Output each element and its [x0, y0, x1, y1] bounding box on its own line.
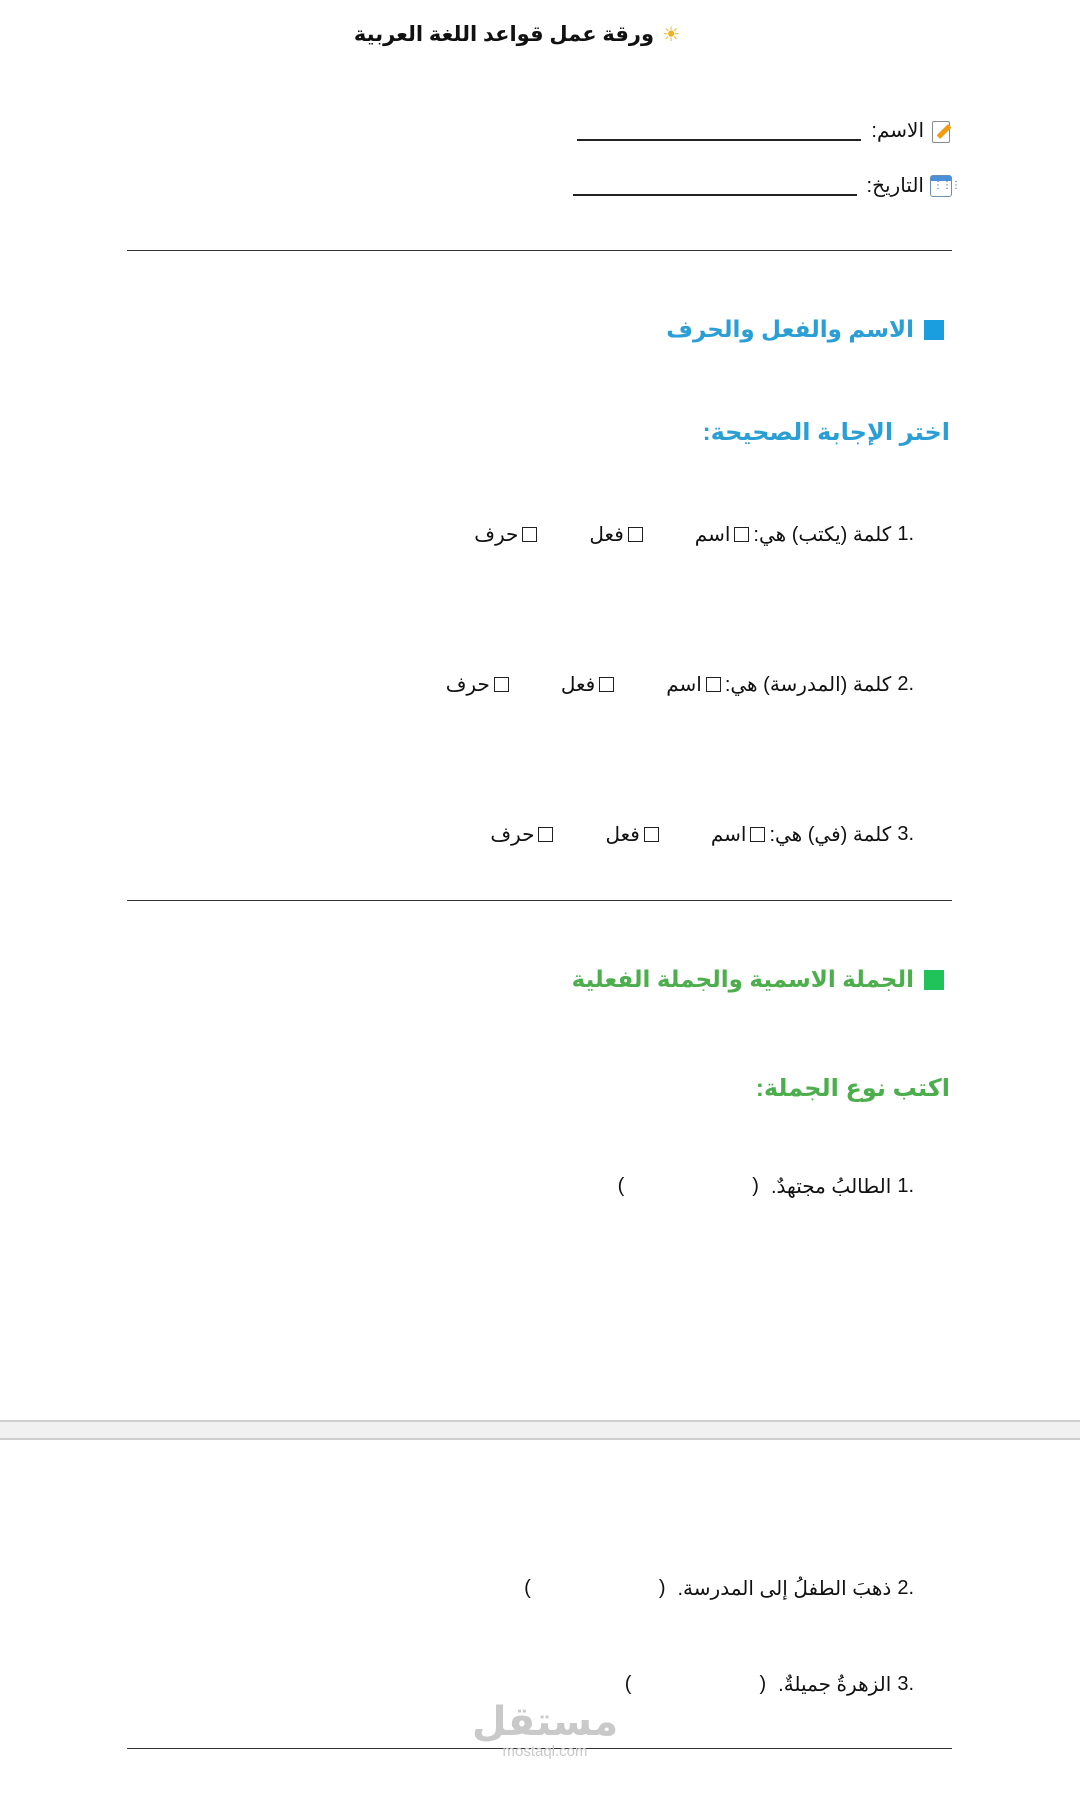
- question-number: .2: [897, 673, 914, 695]
- watermark-arabic: مستقل: [471, 1699, 619, 1745]
- s1-question-3: [490, 822, 914, 847]
- section2-heading: [572, 966, 944, 993]
- option-label: اسم: [710, 824, 747, 846]
- worksheet-title-text: ورقة عمل قواعد اللغة العربية: [353, 23, 655, 46]
- option-label: حرف: [474, 524, 519, 546]
- option-label: حرف: [490, 824, 535, 846]
- open-paren: (: [759, 1673, 767, 1695]
- option-label: اسم: [694, 524, 731, 546]
- checkbox[interactable]: [538, 827, 553, 842]
- checkbox[interactable]: [628, 527, 643, 542]
- divider-1: [127, 250, 952, 251]
- question-number: .2: [897, 1577, 914, 1599]
- worksheet-title: [354, 22, 680, 47]
- option-label: حرف: [445, 674, 490, 696]
- checkbox[interactable]: [522, 527, 537, 542]
- question-text: الطالبُ مجتهدٌ.: [770, 1176, 892, 1198]
- option-label: فعل: [589, 524, 624, 546]
- name-label: الاسم:: [871, 120, 924, 142]
- s1-question-1: [474, 522, 914, 547]
- watermark-latin: mostaql.com: [502, 1743, 588, 1760]
- checkbox[interactable]: [750, 827, 765, 842]
- s2-question-2: [524, 1576, 914, 1601]
- question-text: كلمة (في) هي:: [769, 824, 892, 846]
- open-paren: (: [752, 1175, 759, 1197]
- divider-2: [127, 900, 952, 901]
- s1-question-2: [446, 672, 914, 697]
- question-number: .3: [897, 1673, 914, 1695]
- question-text: كلمة (المدرسة) هي:: [724, 674, 892, 696]
- question-number: .1: [897, 1175, 914, 1197]
- section2-heading-text: الجملة الاسمية والجملة الفعلية: [571, 966, 914, 992]
- s2-question-3: [625, 1672, 914, 1697]
- section1-heading-text: الاسم والفعل والحرف: [666, 316, 914, 342]
- close-paren: ): [624, 1673, 632, 1695]
- section1-heading: [666, 316, 944, 343]
- name-field[interactable]: [577, 118, 952, 143]
- date-blank-line[interactable]: [573, 176, 857, 196]
- checkbox[interactable]: [494, 677, 509, 692]
- sun-icon: ☀: [662, 24, 680, 46]
- checkbox[interactable]: [599, 677, 614, 692]
- s2-question-1: [618, 1174, 914, 1199]
- question-number: .3: [897, 823, 914, 845]
- memo-pencil-icon: [930, 119, 952, 143]
- calendar-icon: [930, 175, 952, 197]
- question-text: ذهبَ الطفلُ إلى المدرسة.: [677, 1578, 892, 1600]
- green-square-icon: [924, 970, 944, 990]
- blue-square-icon: [924, 320, 944, 340]
- option-label: فعل: [605, 824, 640, 846]
- watermark: [470, 1700, 620, 1760]
- checkbox[interactable]: [734, 527, 749, 542]
- option-label: اسم: [666, 674, 702, 696]
- question-number: .1: [897, 523, 914, 545]
- page-break: [0, 1420, 1080, 1440]
- close-paren: ): [524, 1577, 531, 1599]
- date-field[interactable]: [573, 173, 952, 198]
- option-label: فعل: [560, 674, 596, 696]
- question-text: الزهرةُ جميلةٌ.: [778, 1674, 892, 1696]
- checkbox[interactable]: [706, 677, 721, 692]
- date-label: التاريخ:: [866, 175, 924, 197]
- section1-instruction: اختر الإجابة الصحيحة:: [702, 419, 950, 446]
- question-text: كلمة (يكتب) هي:: [753, 524, 892, 546]
- checkbox[interactable]: [644, 827, 659, 842]
- close-paren: ): [617, 1175, 625, 1197]
- open-paren: (: [658, 1577, 666, 1599]
- name-blank-line[interactable]: [577, 121, 861, 141]
- section2-instruction: اكتب نوع الجملة:: [755, 1075, 950, 1102]
